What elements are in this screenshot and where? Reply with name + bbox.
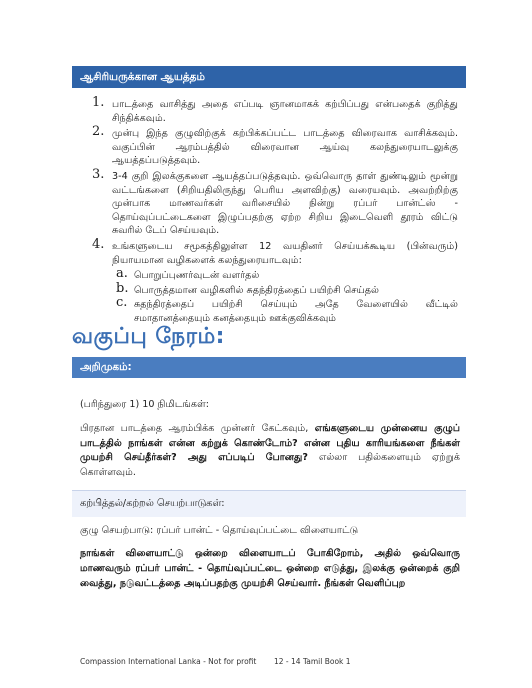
step-number: 4. bbox=[92, 236, 105, 252]
class-time-title: வகுப்பு நேரம்: bbox=[72, 324, 225, 349]
activities-heading: கற்பித்தல்/கற்றல் செயற்பாடுகள்: bbox=[72, 490, 466, 517]
intro-body-end: எல்லா பதில்களையும் ஏற்றுக் கொள்ளவும். bbox=[80, 452, 460, 478]
footer-left: Compassion International Lanka - Not for profit bbox=[80, 657, 257, 666]
intro-body-questions: எங்களுடைய முன்னைய குழுப் பாடத்தில் நாங்கள் என்ன கற்றுக் கொண்டோம்? என்ன புதிய காரியங்களை நீங்கள் முயற்சி செய்தீர்கள்? அது எப்படிப் போனது? bbox=[80, 423, 460, 463]
step-number: 2. bbox=[92, 124, 105, 140]
prep-step-3 bbox=[92, 166, 458, 238]
intro-duration: (பரிந்துரை 1) 10 நிமிடங்கள்: bbox=[80, 399, 209, 410]
activity-instructions: நாங்கள் விளையாட்டு ஒன்றை விளையாடப் போகிறோம், அதில் ஒவ்வொரு மாணவரும் ரப்பர் பான்ட் - தொய்வுப்பட்டை ஒன்றை எடுத்து, இலக்கு ஒன்றைக் குறி வைத்து, நடுவட்டத்தை அடிப்பதற்கு முயற்சி செய்வார். நீங்கள் வெளிப்புற bbox=[80, 548, 460, 589]
step-text: பாடத்தை வாசித்து அதை எப்படி ஞானமாகக் கற்பிப்பது என்பதைக் குறித்து சிந்திக்கவும். bbox=[112, 99, 458, 124]
step-number: 3. bbox=[92, 166, 105, 182]
prep-step-1 bbox=[92, 95, 458, 125]
sub-text: பொறுப்புணர்வுடன் வளர்தல் bbox=[134, 270, 260, 282]
step-text: முன்பு இந்த குழுவிற்குக் கற்பிக்கப்பட்ட பாடத்தை விரைவாக வாசிக்கவும். வகுப்பின் ஆரம்பத்தில் விரைவான ஆய்வு கலந்துரையாடலுக்கு ஆயத்தப்படுத்தவும். bbox=[112, 128, 458, 167]
group-activity-line: குழு செயற்பாடு: ரப்பர் பான்ட் - தொய்வுப்பட்டை விளையாட்டு bbox=[80, 525, 359, 536]
teacher-prep-steps bbox=[92, 95, 458, 328]
step-number: 1. bbox=[92, 95, 105, 110]
sub-text: பொருத்தமான வழிகளில் சுதந்திரத்தைப் பயிற்சி செய்தல் bbox=[134, 284, 380, 296]
intro-body bbox=[80, 422, 460, 480]
sub-letter: b. bbox=[116, 280, 129, 296]
sub-item-a bbox=[112, 266, 458, 283]
footer-right: 12 - 14 Tamil Book 1 bbox=[274, 657, 351, 666]
sub-letter: c. bbox=[116, 295, 128, 311]
sub-item-c bbox=[112, 295, 458, 325]
prep-step-2 bbox=[92, 124, 458, 168]
sub-text: சுதந்திரத்தைப் பயிற்சி செய்யும் அதே வேளையில் வீட்டில் சமாதானத்தையும் கனத்தையும் ஊக்குவிக்கவும் bbox=[134, 299, 458, 324]
sub-letter: a. bbox=[116, 266, 128, 282]
sub-item-b bbox=[112, 280, 458, 298]
prep-step-4 bbox=[92, 236, 458, 326]
teacher-prep-heading: ஆசிரியருக்கான ஆயத்தம் bbox=[72, 66, 466, 88]
sub-list bbox=[112, 266, 458, 325]
step-text: 3-4 குறி இலக்குகளை ஆயத்தப்படுத்தவும். ஒவ்வொரு தாள் துண்டிலும் மூன்று வட்டங்களை (சிறியதிலிருந்து பெரிய அளவிற்கு) வரையவும். அவற்றிற்கு முன்பாக மாணவர்கள் வரிசையில் நின்று ரப்பர் பான்ட்ஸ் - தொய்வுப்பட்டைகளை இழுப்பதற்கு ஏற்ற சிறிய இடைவெளி தூரம் விட்டு சுவரில் டேப் செய்யவும். bbox=[112, 170, 458, 237]
intro-heading: அறிமுகம்: bbox=[72, 357, 466, 378]
step-text: உங்களுடைய சமூகத்திலுள்ள 12 வயதினர் செய்யக்கூடிய (பின்வரும்) நியாயமான வழிகளைக் கலந்துரையாடவும்: bbox=[112, 240, 458, 266]
intro-body-plain: பிரதான பாடத்தை ஆரம்பிக்க முன்னர் கேட்கவும், bbox=[80, 423, 315, 434]
